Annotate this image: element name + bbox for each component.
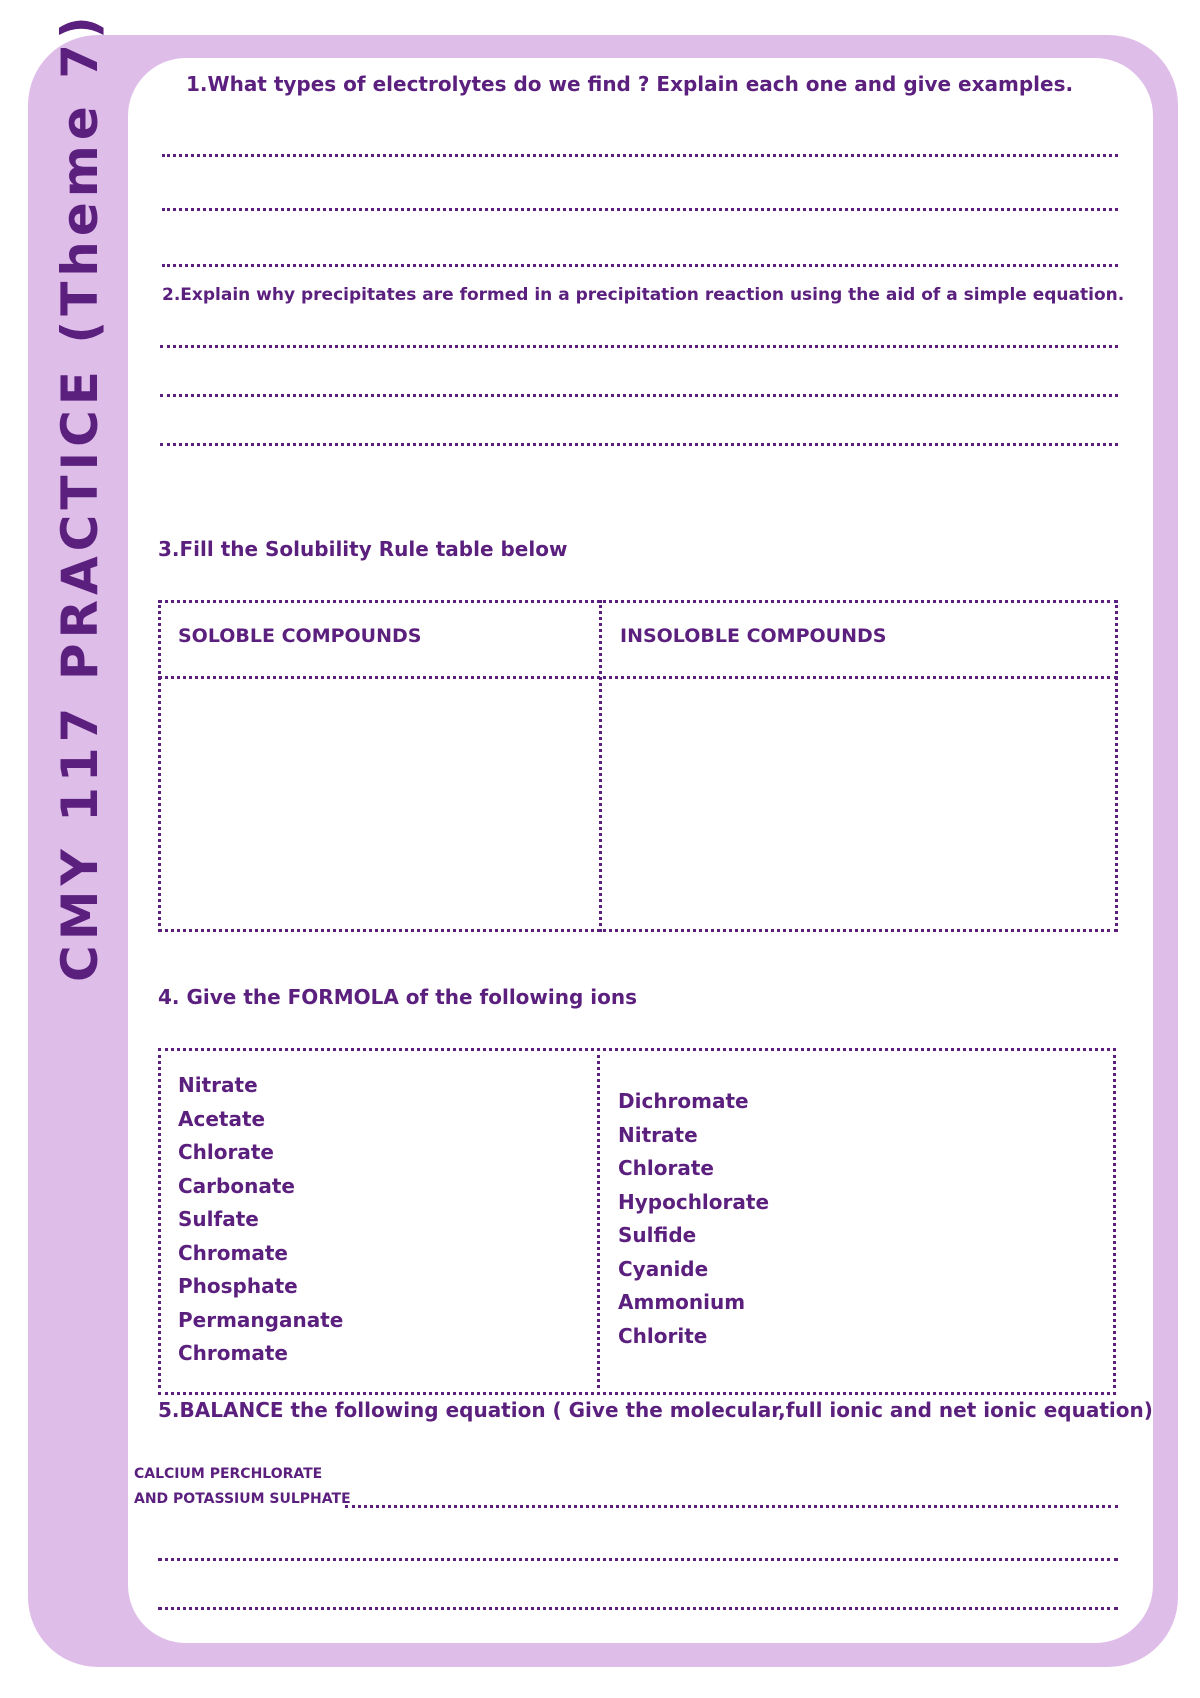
insoluble-compounds-cell[interactable] (604, 680, 1114, 928)
soluble-compounds-header: SOLOBLE COMPOUNDS (178, 625, 422, 647)
ion-item: Dichromate (618, 1089, 749, 1113)
ion-item: Chlorate (178, 1140, 274, 1164)
ion-item: Nitrate (178, 1073, 258, 1097)
question-4: 4. Give the FORMOLA of the following ions (158, 985, 638, 1009)
ion-item: Nitrate (618, 1122, 698, 1147)
question-5: 5.BALANCE the following equation ( Give the molecular,full ionic and net ionic equation) (158, 1398, 1153, 1422)
answer-line-q5-3[interactable] (158, 1607, 1118, 1610)
ion-item: Carbonate (178, 1173, 295, 1198)
ion-item: Chromate (178, 1240, 288, 1265)
answer-line-q5-1[interactable] (345, 1505, 1118, 1508)
answer-line-q2-1[interactable] (160, 345, 1118, 348)
worksheet-title: CMY 117 PRACTICE (Theme 7) (51, 11, 109, 982)
ion-item: Sulfide (618, 1223, 697, 1247)
soluble-compounds-cell[interactable] (162, 680, 596, 928)
answer-line-q1-3[interactable] (162, 264, 1118, 267)
equation-reactant-1: CALCIUM PERCHLORATE (134, 1466, 323, 1482)
ion-item: Acetate (178, 1106, 266, 1131)
answer-line-q1-1[interactable] (162, 154, 1118, 157)
ion-item: Hypochlorate (618, 1189, 770, 1214)
ions-table-column-divider (597, 1048, 600, 1395)
answer-line-q2-3[interactable] (160, 443, 1118, 446)
ion-item: Chlorite (618, 1323, 708, 1348)
question-1: 1.What types of electrolytes do we find ? Explain each one and give examples. (186, 72, 1074, 96)
answer-line-q1-2[interactable] (162, 208, 1118, 211)
ion-item: Phosphate (178, 1274, 298, 1298)
ion-item: Chlorate (618, 1156, 714, 1180)
solubility-table-header-divider (158, 676, 1118, 679)
question-2: 2.Explain why precipitates are formed in a precipitation reaction using the aid of a simple equation. (162, 285, 1125, 305)
ion-item: Permanganate (178, 1307, 344, 1332)
ion-item: Sulfate (178, 1207, 259, 1231)
ion-item: Ammonium (618, 1290, 746, 1314)
equation-reactant-2: AND POTASSIUM SULPHATE (134, 1491, 351, 1507)
insoluble-compounds-header: INSOLOBLE COMPOUNDS (620, 625, 887, 647)
answer-line-q2-2[interactable] (160, 394, 1118, 397)
question-3: 3.Fill the Solubility Rule table below (158, 537, 568, 561)
solubility-table-column-divider (599, 600, 602, 932)
ions-list-left (178, 1069, 343, 1371)
ion-item: Chromate (178, 1341, 288, 1365)
ion-item: Cyanide (618, 1256, 709, 1281)
answer-line-q5-2[interactable] (158, 1558, 1118, 1561)
ions-list-right (618, 1085, 769, 1353)
